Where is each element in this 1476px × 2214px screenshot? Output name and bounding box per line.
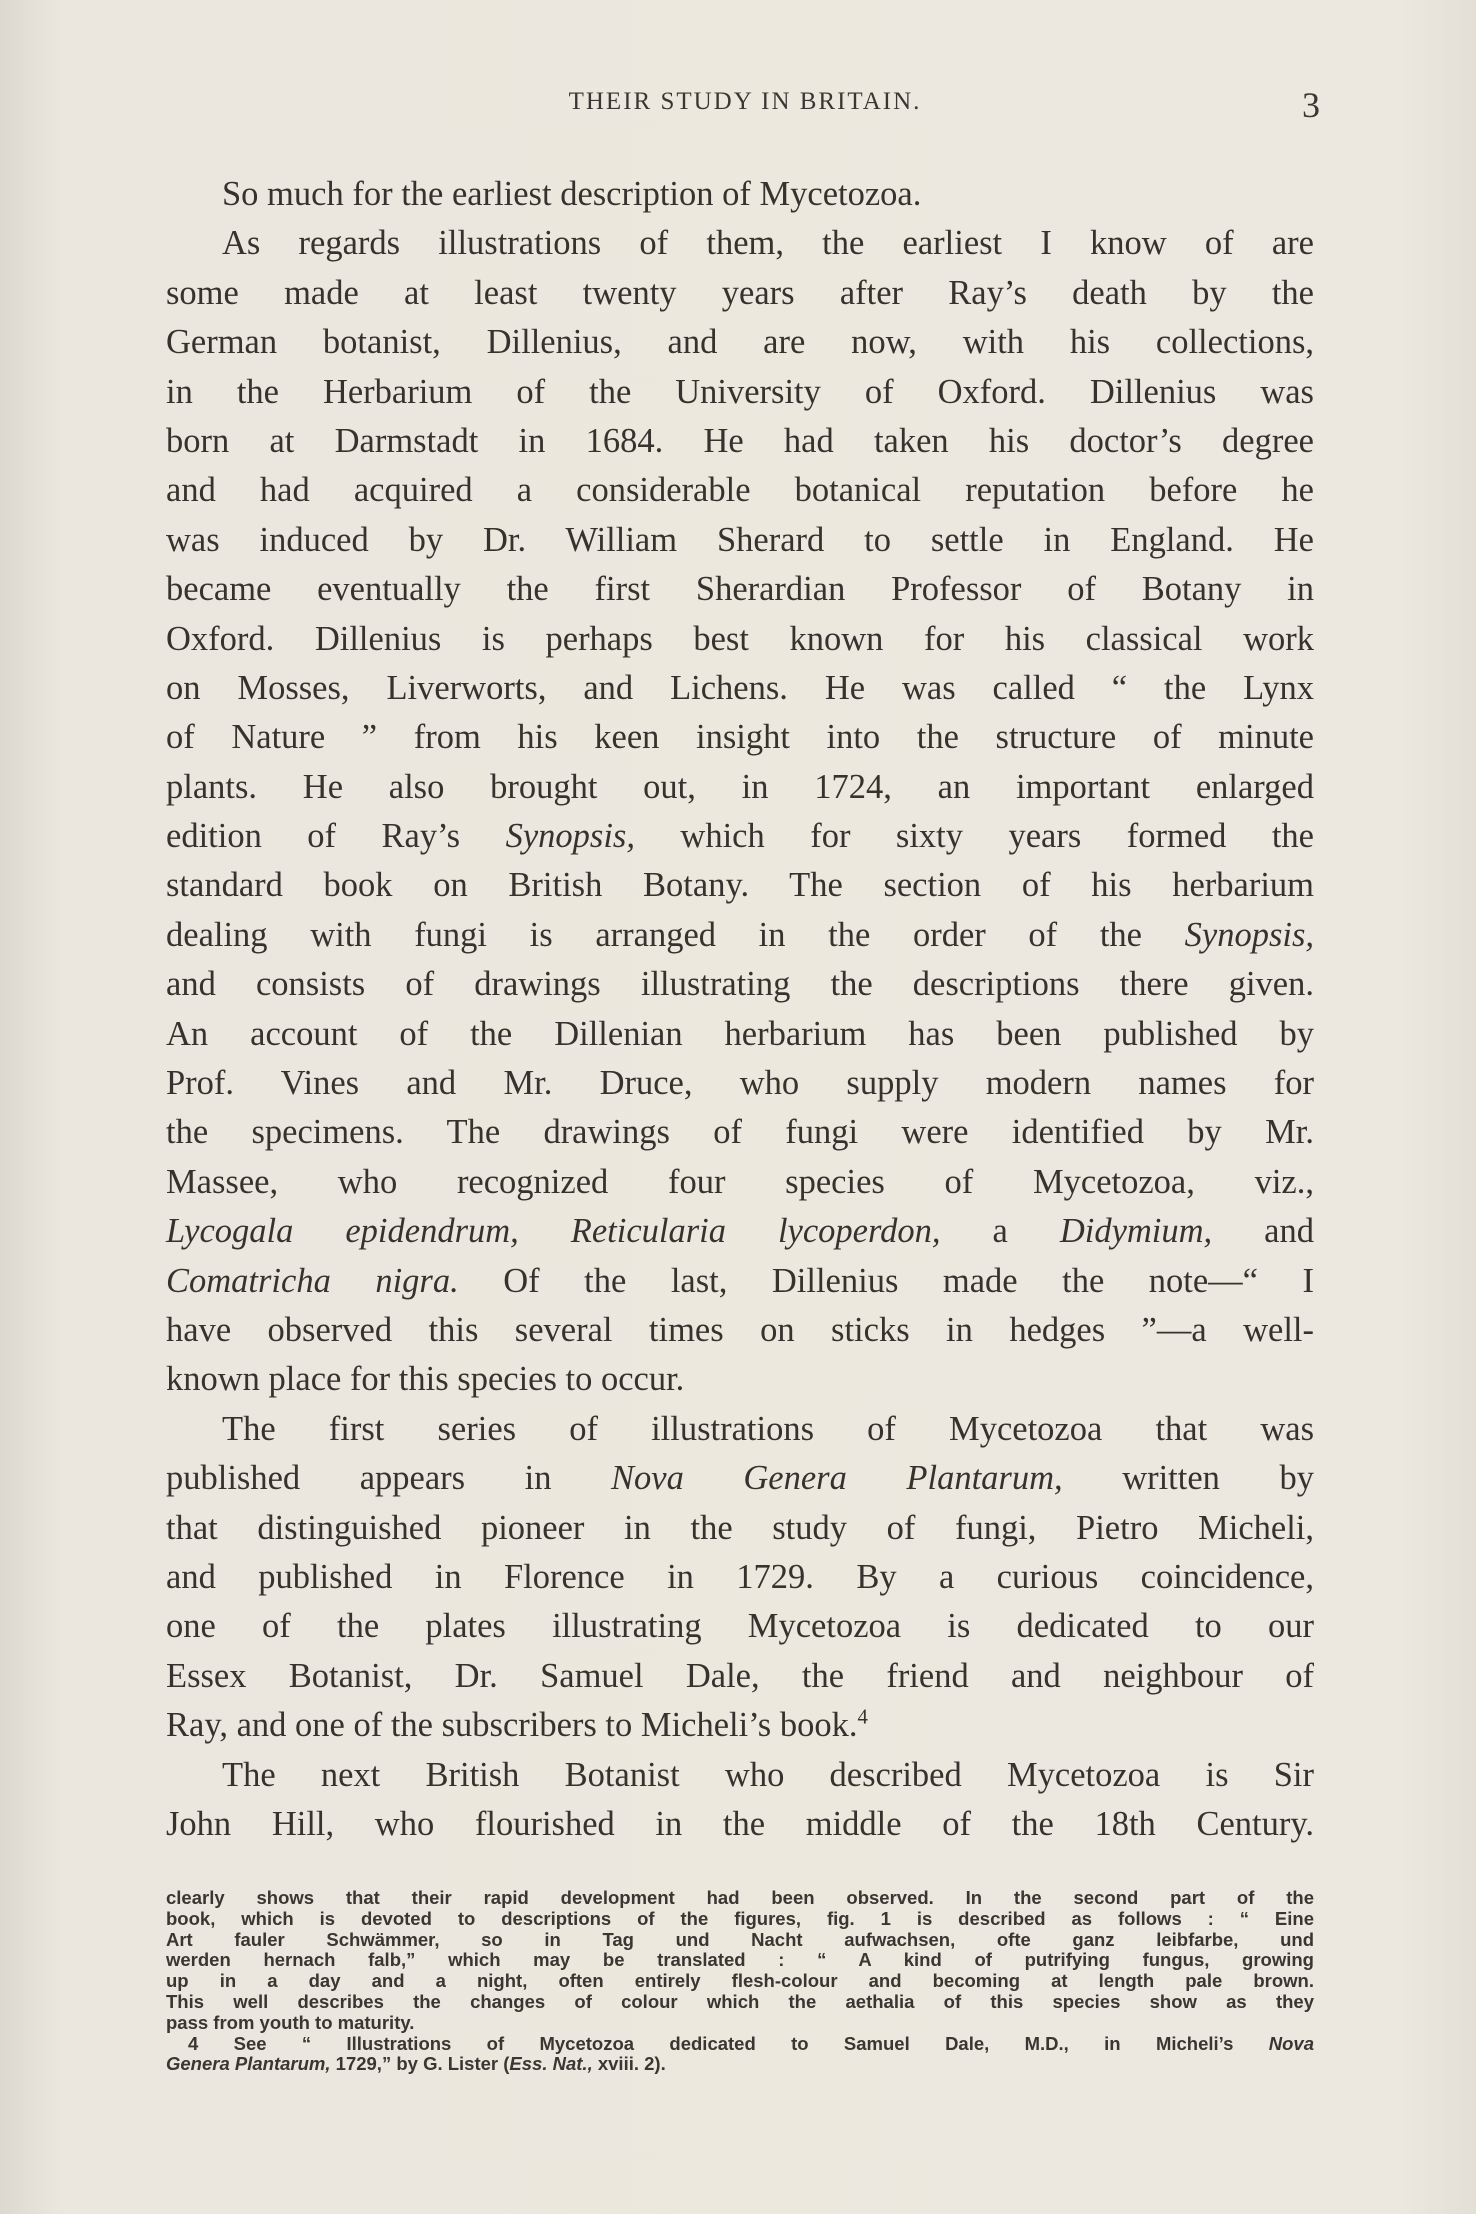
footnote-line: [166, 2054, 1314, 2075]
text-line: Massee, who recognized four species of Mycetozoa, viz.,: [166, 1162, 1314, 1201]
text-line: became eventually the first Sherardian Professor of Botany in: [166, 570, 1314, 609]
italic-title: Nova Genera Plantarum,: [611, 1459, 1063, 1498]
text-line: An account of the Dillenian herbarium has been published by: [166, 1014, 1314, 1053]
italic-title: Synopsis,: [505, 817, 635, 856]
footnote-line: clearly shows that their rapid development had been observed. In the second part of the: [166, 1887, 1314, 1908]
text-line: [166, 1207, 1314, 1256]
text-line: and consists of drawings illustrating the descriptions there given.: [166, 965, 1314, 1004]
footnote-line: Art fauler Schwämmer, so in Tag und Nacht aufwachsen, ofte ganz leibfarbe, und: [166, 1928, 1314, 1950]
text-line: that distinguished pioneer in the study of fungi, Pietro Micheli,: [166, 1508, 1314, 1547]
paragraph-3-line: The first series of illustrations of Mycetozoa that was: [222, 1409, 1314, 1448]
text-segment: edition of Ray’s: [166, 817, 506, 856]
text-segment: dealing with fungi is arranged in the order of the: [166, 915, 1185, 954]
text-line: John Hill, who flourished in the middle of the 18th Century.: [166, 1804, 1314, 1843]
text-line: [166, 911, 1314, 960]
text-line: some made at least twenty years after Ray’s death by the: [166, 273, 1314, 312]
text-line: plants. He also brought out, in 1724, an important enlarged: [166, 767, 1314, 806]
text-segment: a: [940, 1212, 1060, 1251]
text-segment: published appears in: [166, 1459, 612, 1498]
text-line: and had acquired a considerable botanical reputation before he: [166, 471, 1314, 510]
paragraph-1: [166, 170, 1314, 219]
species-name: Didymium,: [1059, 1212, 1213, 1251]
text-segment: 4 See “ Illustrations of Mycetozoa dedicated to Samuel Dale, M.D., in Micheli’s: [188, 2032, 1269, 2054]
text-line: known place for this species to occur.: [166, 1360, 685, 1399]
text-segment: Of the last, Dillenius made the note—“ I: [458, 1261, 1314, 1300]
paragraph-4-line: The next British Botanist who described Mycetozoa is Sir: [222, 1755, 1314, 1794]
footnote-line: werden hernach falb,” which may be translated : “ A kind of putrifying fungus, growing: [166, 1949, 1314, 1971]
footnote-line: book, which is devoted to descriptions of the figures, fig. 1 is described as follows : “ Eine: [166, 1907, 1314, 1929]
page-number: 3: [1302, 85, 1320, 125]
text-line: Essex Botanist, Dr. Samuel Dale, the friend and neighbour of: [166, 1656, 1314, 1695]
text-line: standard book on British Botany. The section of his herbarium: [166, 866, 1314, 905]
text-line: Prof. Vines and Mr. Druce, who supply modern names for: [166, 1064, 1314, 1103]
text-line: of Nature ” from his keen insight into the structure of minute: [166, 718, 1314, 757]
text-line: born at Darmstadt in 1684. He had taken his doctor’s degree: [166, 421, 1314, 460]
footnote-line: pass from youth to maturity.: [166, 2011, 415, 2033]
species-name: Comatricha nigra.: [166, 1261, 459, 1300]
text-segment: 1729,” by G. Lister (: [330, 2053, 510, 2075]
text-line: So much for the earliest description of Mycetozoa.: [222, 175, 922, 213]
paragraph-2-line: As regards illustrations of them, the earliest I know of are: [222, 224, 1314, 263]
italic-title: Synopsis,: [1184, 915, 1314, 954]
text-segment: xviii. 2).: [592, 2053, 666, 2075]
footnotes: [166, 1888, 1314, 2075]
running-head: THEIR STUDY IN BRITAIN.: [568, 88, 922, 115]
text-line: [166, 1454, 1314, 1503]
italic-title: Nova: [1268, 2032, 1314, 2054]
main-text: [166, 170, 1314, 1849]
text-line: [166, 812, 1314, 861]
text-segment: and: [1212, 1212, 1314, 1251]
text-segment: written by: [1062, 1459, 1314, 1498]
footnote-line: This well describes the changes of colour which the aethalia of this species show as they: [166, 1990, 1314, 2012]
text-line: German botanist, Dillenius, and are now, with his collections,: [166, 323, 1314, 362]
text-line: was induced by Dr. William Sherard to settle in England. He: [166, 520, 1314, 559]
text-line: Oxford. Dillenius is perhaps best known for his classical work: [166, 619, 1314, 658]
text-line: the specimens. The drawings of fungi were identified by Mr.: [166, 1113, 1314, 1152]
text-line: [166, 1701, 1314, 1750]
italic-journal: Ess. Nat.,: [509, 2053, 593, 2075]
text-segment: Ray, and one of the subscribers to Micheli’s book.: [166, 1706, 858, 1745]
text-line: and published in Florence in 1729. By a curious coincidence,: [166, 1557, 1314, 1596]
text-line: [166, 1257, 1314, 1306]
italic-title: Genera Plantarum,: [166, 2053, 331, 2075]
text-line: in the Herbarium of the University of Oxford. Dillenius was: [166, 372, 1314, 411]
species-names: Lycogala epidendrum, Reticularia lycoperdon,: [166, 1212, 941, 1251]
footnote-line: up in a day and a night, often entirely flesh-colour and becoming at length pale brown.: [166, 1970, 1314, 1992]
text-line: have observed this several times on sticks in hedges ”—a well-: [166, 1310, 1314, 1349]
text-line: one of the plates illustrating Mycetozoa is dedicated to our: [166, 1607, 1314, 1646]
footnote-marker: 4: [857, 1706, 868, 1729]
text-line: on Mosses, Liverworts, and Lichens. He was called “ the Lynx: [166, 668, 1314, 707]
text-segment: which for sixty years formed the: [634, 817, 1314, 856]
page-header: [170, 85, 1320, 128]
footnote-4: [166, 2034, 1314, 2055]
